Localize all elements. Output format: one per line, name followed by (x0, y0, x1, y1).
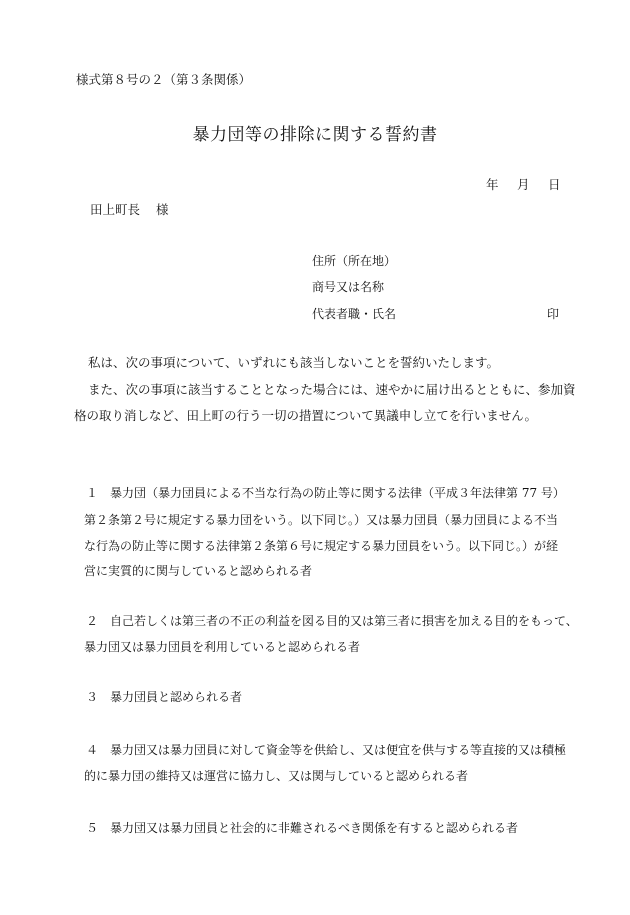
statement-line-1: 私は、次の事項について、いずれにも該当しないことを誓約いたします。 (88, 355, 500, 370)
item-1-line-4: 営に実質的に関与していると認められる者 (84, 564, 313, 578)
date-month-label: 月 (517, 177, 530, 192)
item-1-line-3: な行為の防止等に関する法律第２条第６号に規定する暴力団員をいう。以下同じ。）が経 (84, 539, 559, 553)
addressee-name: 田上町長 (90, 202, 141, 217)
item-5-line-1: ５ 暴力団又は暴力団員と社会的に非難されるべき関係を有すると認められる者 (86, 821, 519, 835)
address-label: 住所（所在地） (312, 254, 397, 268)
item-2-line-1: ２ 自己若しくは第三者の不正の利益を図る目的又は第三者に損害を加える目的をもって、 (86, 614, 578, 628)
item-1-line-1: １ 暴力団（暴力団員による不当な行為の防止等に関する法律（平成３年法律第 77 号） (86, 486, 565, 500)
item-1-line-2: 第２条第２号に規定する暴力団をいう。以下同じ。）又は暴力団員（暴力団員による不当 (84, 513, 559, 527)
item-4-line-2: 的に暴力団の維持又は運営に協力し、又は関与していると認められる者 (84, 769, 469, 783)
form-number: 様式第８号の２（第３条関係） (76, 72, 252, 87)
representative-label: 代表者職・氏名 (312, 307, 397, 321)
addressee-honorific: 様 (156, 202, 169, 217)
item-4-line-1: ４ 暴力団又は暴力団員に対して資金等を供給し、又は便宜を供与する等直接的又は積極 (86, 743, 567, 757)
statement-line-2: また、次の事項に該当することとなった場合には、速やかに届け出るとともに、参加資 (88, 382, 576, 397)
item-3-line-1: ３ 暴力団員と認められる者 (86, 690, 243, 704)
trade-name-label: 商号又は名称 (312, 280, 385, 294)
date-year-label: 年 (486, 177, 499, 192)
document-title: 暴力団等の排除に関する誓約書 (192, 125, 438, 145)
addressee (90, 200, 169, 218)
seal-mark: 印 (547, 307, 560, 321)
statement-line-3: 格の取り消しなど、田上町の行う一切の措置について異議申し立てを行いません。 (74, 408, 538, 423)
item-2-line-2: 暴力団又は暴力団員を利用していると認められる者 (84, 640, 361, 654)
date-day-label: 日 (548, 177, 561, 192)
